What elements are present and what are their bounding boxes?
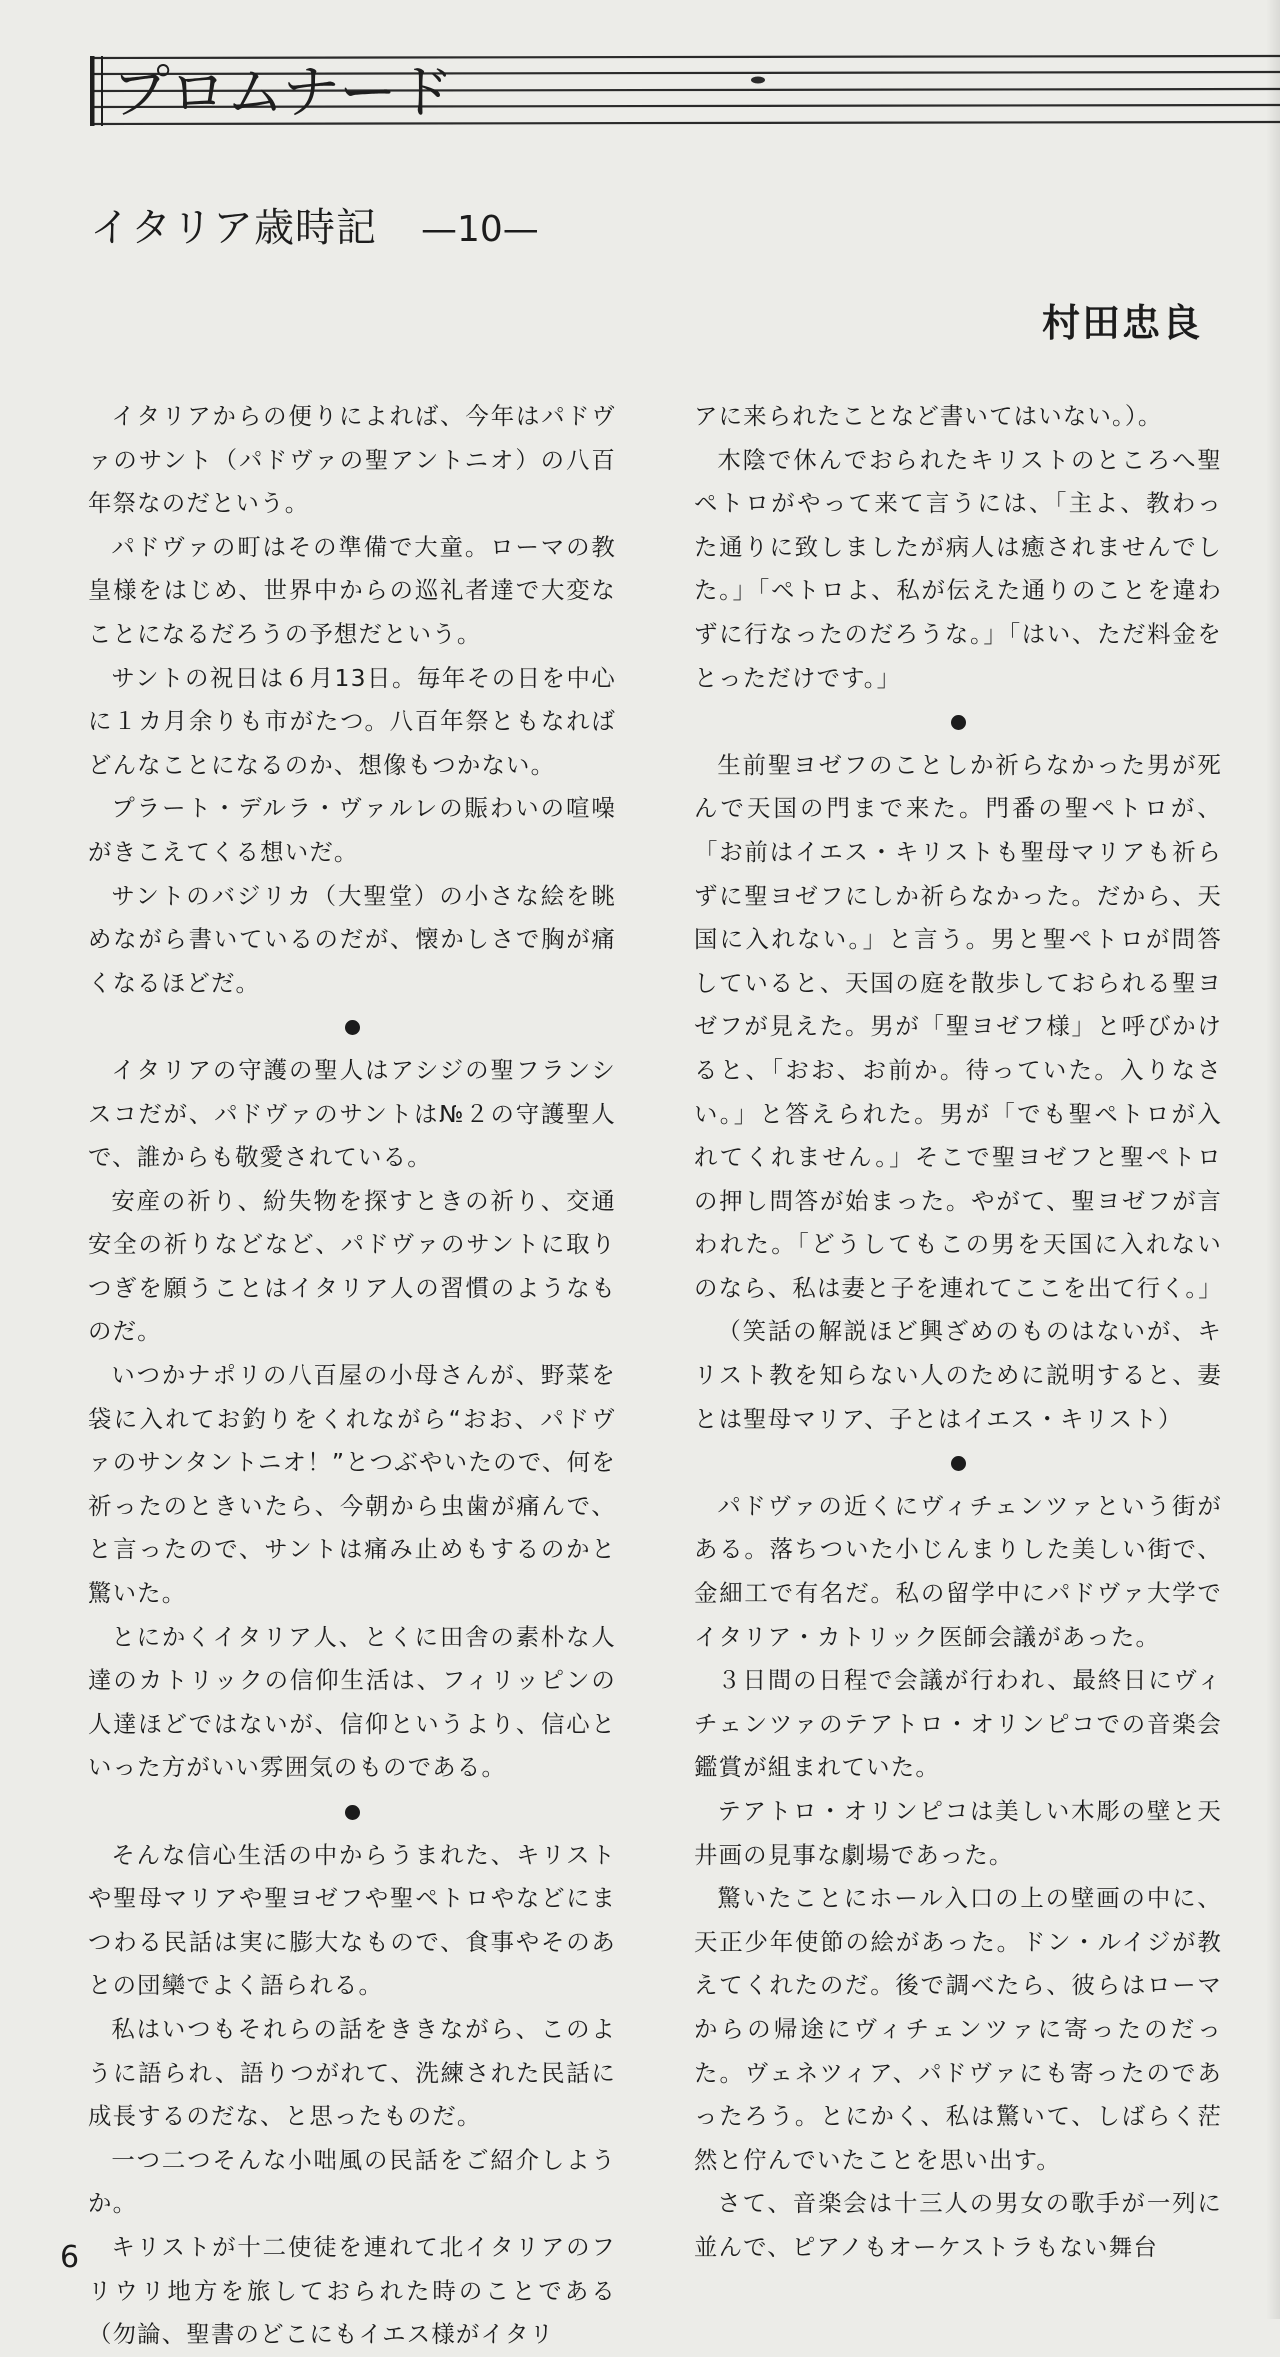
paragraph: パドヴァの近くにヴィチェンツァという街がある。落ちついた小じんまりした美しい街で、金細工で有名だ。私の留学中にパドヴァ大学でイタリア・カトリック医師会議があった。 (694, 1491, 1222, 1651)
article-title-text: イタリア歳時記 (90, 205, 377, 251)
section-separator (88, 1790, 616, 1834)
paragraph: 生前聖ヨゼフのことしか祈らなかった男が死んで天国の門まで来た。門番の聖ペトロが、「お前はイエス・キリストも聖母マリアも祈らずに聖ヨゼフにしか祈らなかった。だから、天国に入れない。」と言う。男と聖ペトロが問答していると、天国の庭を散歩しておられる聖ヨゼフが見えた。男が「聖ヨゼフ様」と呼びかけると、「おお、お前か。待っていた。入りなさい。」と答えられた。男が「でも聖ペトロが入れてくれません。」そこで聖ヨゼフと聖ペトロの押し問答が始まった。やがて、聖ヨゼフが言われた。「どうしてもこの男を天国に入れないのなら、私は妻と子を連れてここを出て行く。」 (694, 750, 1223, 1302)
bullet-dot-icon (345, 1805, 360, 1820)
paragraph: サントの祝日は６月13日。毎年その日を中心に１カ月余りも市がたつ。八百年祭ともなればどんなことになるのか、想像もつかない。 (88, 663, 616, 779)
paragraph: （笑話の解説ほど興ざめのものはないが、キリスト教を知らない人のために説明すると、妻とは聖母マリア、子とはイエス・キリスト） (694, 1317, 1222, 1433)
paragraph: そんな信心生活の中からうまれた、キリストや聖母マリアや聖ヨゼフや聖ペトロやなどにまつわる民話は実に膨大なもので、食事やそのあとの団欒でよく語られる。 (88, 1840, 616, 2000)
bullet-dot-icon (951, 715, 966, 730)
paragraph: テアトロ・オリンピコは美しい木彫の壁と天井画の見事な劇場であった。 (694, 1797, 1222, 1869)
paragraph: とにかくイタリア人、とくに田舎の素朴な人達のカトリックの信仰生活は、フィリッピンの人達ほどではないが、信仰というより、信心といった方がいい雰囲気のものである。 (88, 1622, 616, 1782)
right-column (694, 395, 1222, 2270)
series-number: —10— (421, 209, 539, 250)
section-separator (88, 1005, 616, 1049)
paragraph: 一つ二つそんな小咄風の民話をご紹介しようか。 (88, 2145, 616, 2218)
section-separator (694, 1441, 1222, 1485)
page-edge-shadow (1266, 0, 1280, 2319)
paragraph: ３日間の日程で会議が行われ、最終日にヴィチェンツァのテアトロ・オリンピコでの音楽会鑑賞が組まれていた。 (694, 1666, 1222, 1782)
paragraph: さて、音楽会は十三人の男女の歌手が一列に並んで、ピアノもオーケストラもない舞台 (694, 2189, 1222, 2261)
bullet-dot-icon (951, 1456, 966, 1471)
page-number: 6 (60, 2240, 80, 2275)
paragraph: 安産の祈り、紛失物を探すときの祈り、交通安全の祈りなどなど、パドヴァのサントに取りつぎを願うことはイタリア人の習慣のようなものだ。 (88, 1186, 616, 1346)
paragraph: キリストが十二使徒を連れて北イタリアのフリウリ地方を旅しておられた時のことである（勿論、聖書のどこにもイエス様がイタリ (88, 2232, 616, 2349)
paragraph: いつかナポリの八百屋の小母さんが、野菜を袋に入れてお釣りをくれながら“おお、パドヴァのサンタントニオ！”とつぶやいたので、何を祈ったのときいたら、今朝から虫歯が痛んで、と言ったので、サントは痛み止めもするのかと驚いた。 (88, 1361, 616, 1608)
left-column (88, 395, 616, 2357)
paragraph: サントのバジリカ（大聖堂）の小さな絵を眺めながら書いているのだが、懐かしさで胸が痛くなるほどだ。 (88, 881, 616, 997)
paragraph: イタリアの守護の聖人はアシジの聖フランシスコだが、パドヴァのサントは№２の守護聖人で、誰からも敬愛されている。 (88, 1055, 616, 1172)
paragraph: アに来られたことなど書いてはいない。）。 (694, 402, 1163, 430)
paragraph: プラート・デルラ・ヴァルレの賑わいの喧噪がきこえてくる想いだ。 (88, 794, 616, 866)
paragraph: パドヴァの町はその準備で大童。ローマの教皇様をはじめ、世界中からの巡礼者達で大変なことになるだろうの予想だという。 (88, 532, 616, 648)
bullet-dot-icon (345, 1020, 360, 1035)
author-name: 村田忠良 (1041, 301, 1202, 345)
paragraph: イタリアからの便りによれば、今年はパドヴァのサント（パドヴァの聖アントニオ）の八百年祭なのだという。 (88, 402, 616, 518)
paragraph: 驚いたことにホール入口の上の壁画の中に、天正少年使節の絵があった。ドン・ルイジが教えてくれたのだ。後で調べたら、彼らはローマからの帰途にヴィチェンツァに寄ったのだった。ヴェネツィア、パドヴァにも寄ったのであったろう。とにかく、私は驚いて、しばらく茫然と佇んでいたことを思い出す。 (694, 1884, 1222, 2174)
paragraph: 私はいつもそれらの話をききながら、このように語られ、語りつがれて、洗練された民話に成長するのだな、と思ったものだ。 (88, 2014, 616, 2131)
section-header (90, 52, 1280, 130)
article-title (90, 198, 539, 260)
section-separator (694, 700, 1222, 744)
section-title: プロムナード (112, 58, 453, 126)
paragraph: 木陰で休んでおられたキリストのところへ聖ペトロがやって来て言うには、「主よ、教わった通りに致しましたが病人は癒されませんでした。」「ペトロよ、私が伝えた通りのことを違わずに行なったのだろうな。」「はい、ただ料金をとっただけです。」 (694, 445, 1222, 692)
